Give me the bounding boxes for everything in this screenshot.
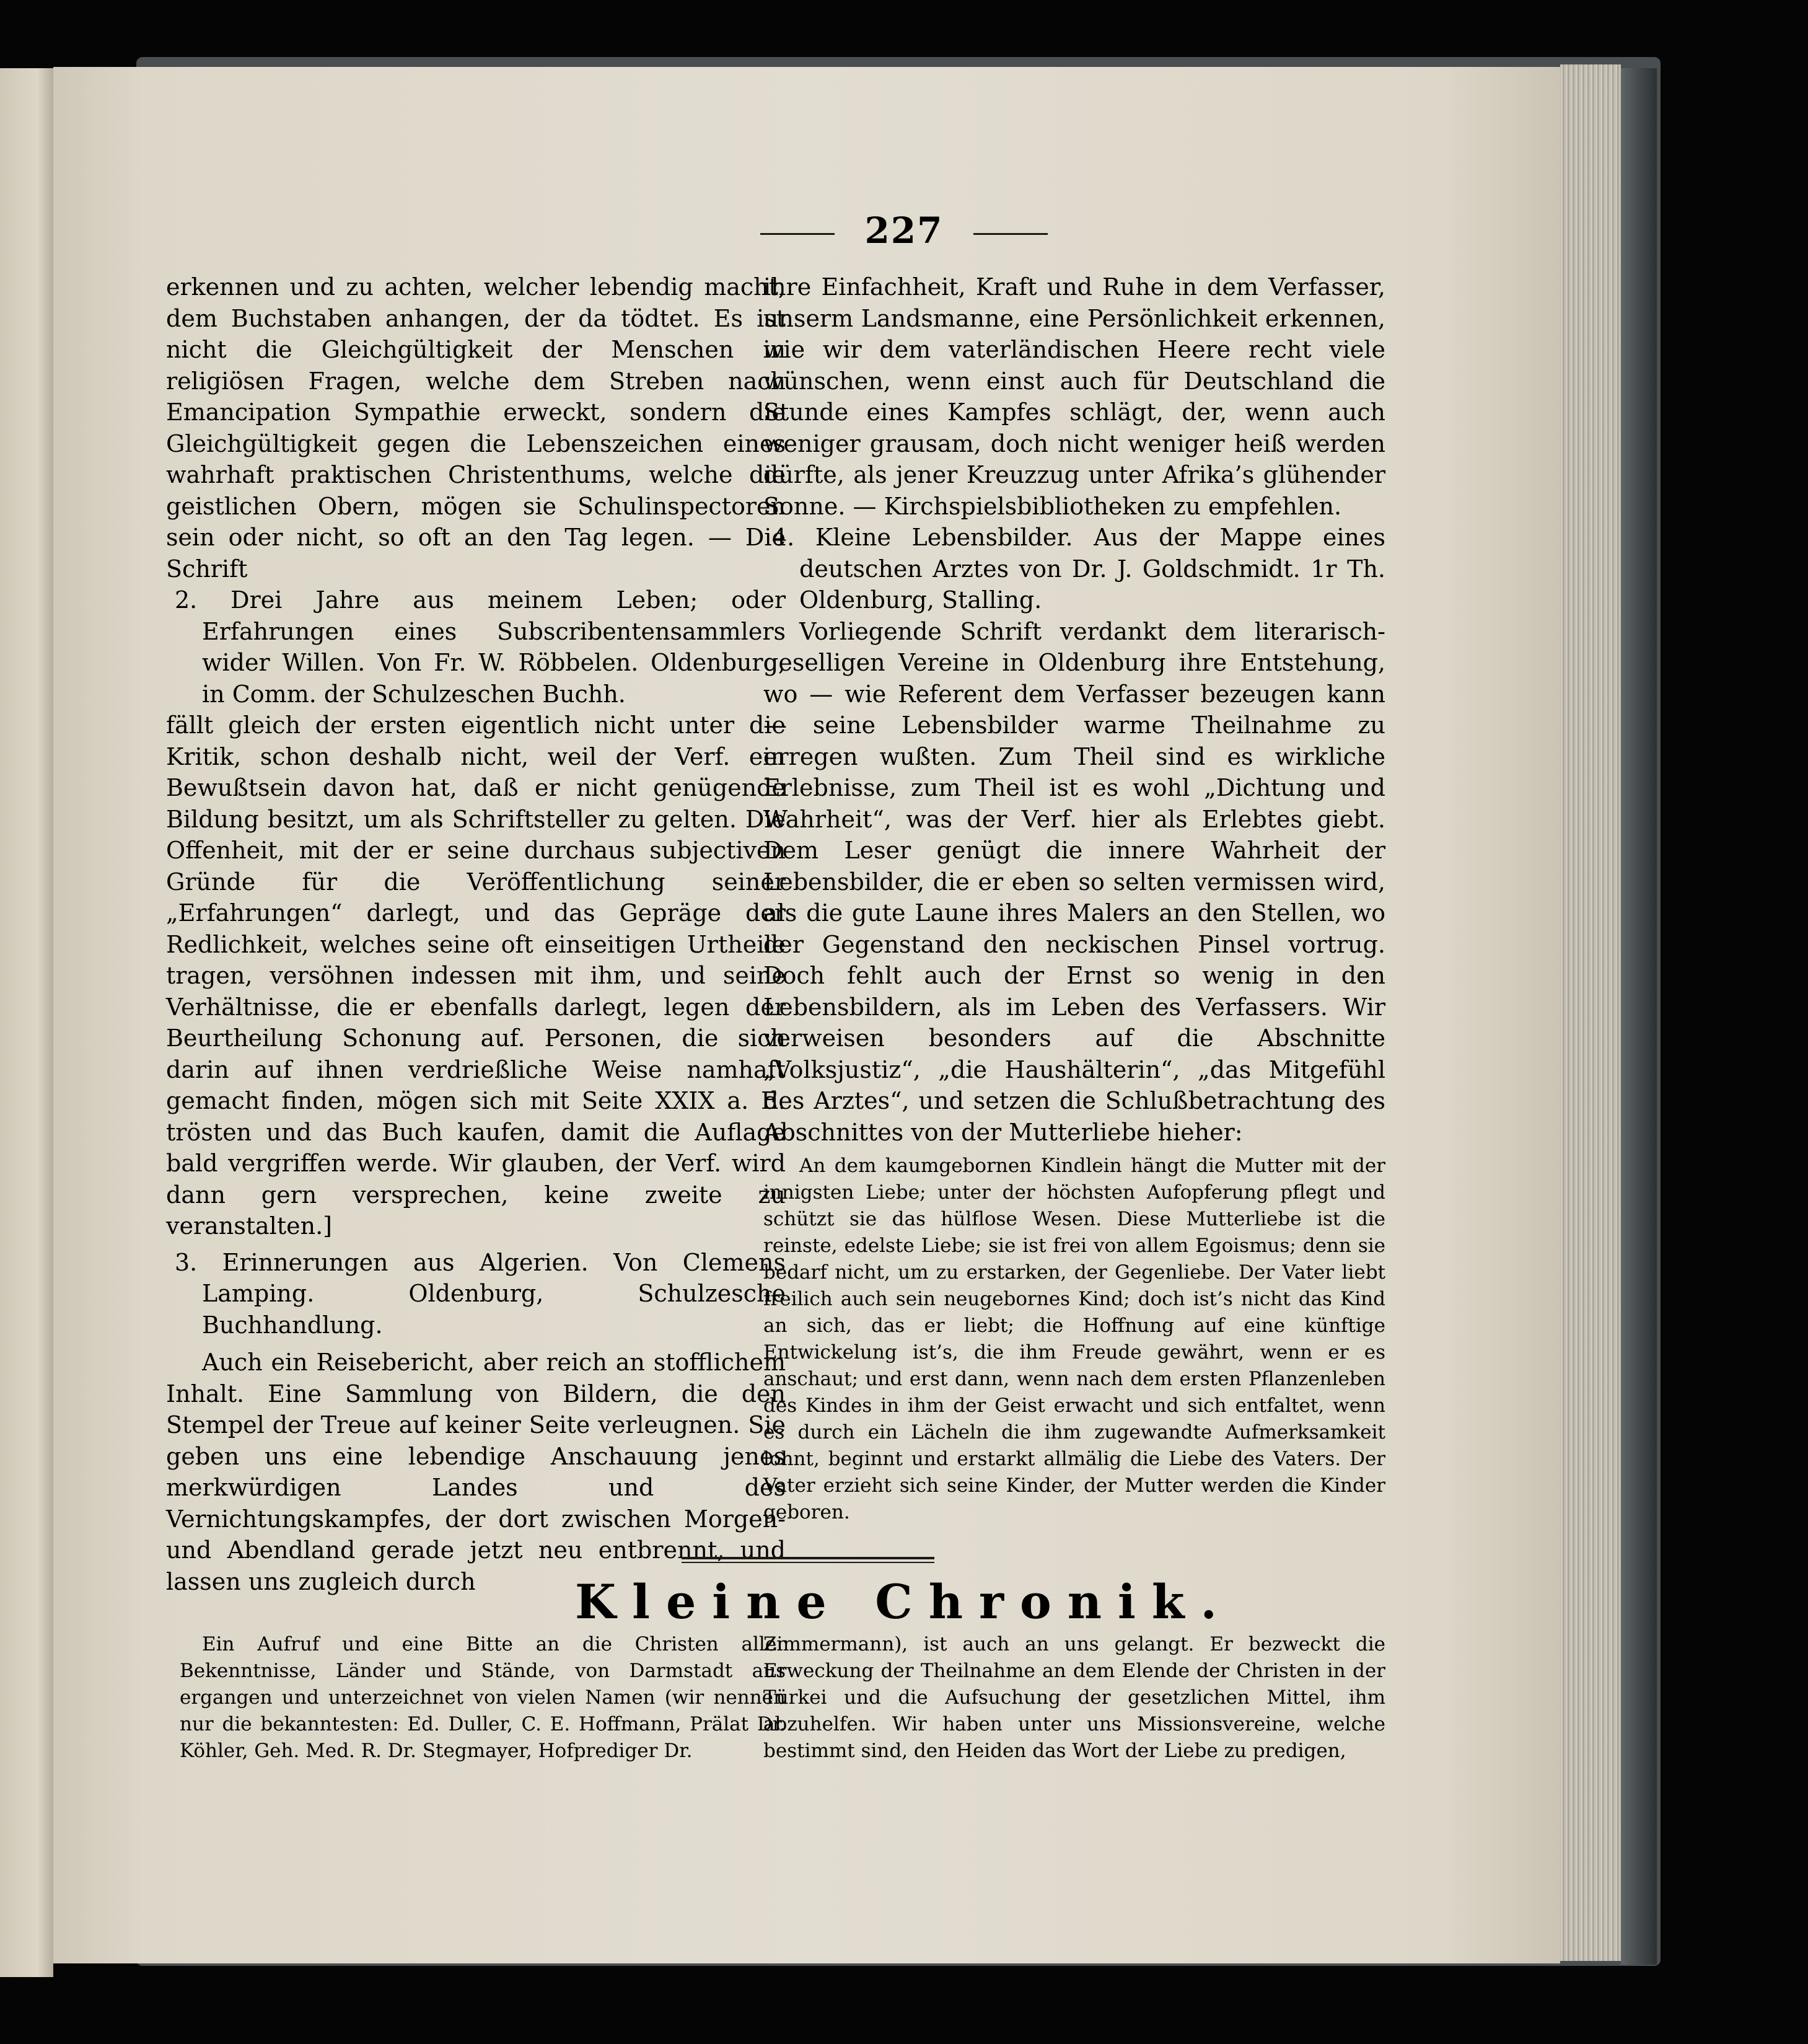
left-paragraph-3: Auch ein Reisebericht, aber reich an stofflichem Inhalt. Eine Sammlung von Bildern, die den Stempel der Treue auf keiner Seite verleugnen. Sie geben uns eine lebendige Anschauung jenes merkwürdigen Landes und des Vernichtungskampfes, der dort zwischen Morgen- und Abendland gerade jetzt neu entbrennt, und lassen uns zugleich durch: [166, 1349, 786, 1595]
review-item-4: 4. Kleine Lebensbilder. Aus der Mappe eines deutschen Arztes von Dr. J. Goldschmidt. 1r Th. Oldenburg, Stalling.: [772, 524, 1385, 614]
page-stack-edge: [1560, 64, 1621, 1961]
left-column: [166, 271, 786, 1597]
right-column: [763, 271, 1385, 1526]
chronicle-right-column: Zimmermann), ist auch an uns gelangt. Er bezweckt die Erweckung der Theilnahme an dem Elende der Christen in der Türkei und die Aufsuchung der gesetzlichen Mittel, ihm abzuhelfen. Wir haben unter uns Missionsvereine, welche bestimmt sind, den Heiden das Wort der Liebe zu predigen,: [763, 1633, 1385, 1762]
folio-rule-left: [760, 233, 835, 235]
review-item-3: 3. Erinnerungen aus Algerien. Von Clemens Lamping. Oldenburg, Schulzesche Buchhandlung.: [175, 1248, 786, 1339]
section-divider: [682, 1557, 934, 1563]
left-paragraph-2: fällt gleich der ersten eigentlich nicht unter die Kritik, schon deshalb nicht, weil der Verf. ein Bewußtsein davon hat, daß er nicht genügende Bildung besitzt, um als Schriftsteller zu gelten. Die Offenheit, mit der er seine durchaus subjectiven Gründe für die Veröffentlichung seiner „Erfahrungen“ darlegt, und das Gepräge der Redlichkeit, welches seine oft einseitigen Urtheile tragen, versöhnen indessen mit ihm, und seine Verhältnisse, die er ebenfalls darlegt, legen der Beurtheilung Schonung auf. Personen, die sich darin auf ihnen verdrießliche Weise namhaft gemacht finden, mögen sich mit Seite XXIX a. E. trösten und das Buch kaufen, damit die Auflage bald vergriffen werde. Wir glauben, der Verf. wird dann gern versprechen, keine zweite zu veranstalten.]: [166, 711, 786, 1240]
facing-page-edge: [0, 68, 53, 1977]
folio-rule-right: [973, 233, 1048, 235]
right-paragraph-2: Vorliegende Schrift verdankt dem literarisch-geselligen Vereine in Oldenburg ihre Entstehung, wo — wie Referent dem Verfasser bezeugen kann — seine Lebensbilder warme Theilnahme zu erregen wußten. Zum Theil sind es wirkliche Erlebnisse, zum Theil ist es wohl „Dichtung und Wahrheit“, was der Verf. hier als Erlebtes giebt. Dem Leser genügt die innere Wahrheit der Lebensbilder, die er eben so selten vermissen wird, als die gute Laune ihres Malers an den Stellen, wo der Gegenstand den neckischen Pinsel vortrug. Doch fehlt auch der Ernst so wenig in den Lebensbildern, als im Leben des Verfassers. Wir verweisen besonders auf die Abschnitte „Volksjustiz“, „die Haushälterin“, „das Mitgefühl des Arztes“, und setzen die Schlußbetrachtung des Abschnittes von der Mutterliebe hieher:: [763, 617, 1385, 1146]
quotation-block: An dem kaumgebornen Kindlein hängt die Mutter mit der innigsten Liebe; unter der höchsten Aufopferung pflegt und schützt sie das hülflose Wesen. Diese Mutterliebe ist die reinste, edelste Liebe; sie ist frei von allem Egoismus; denn sie bedarf nicht, um zu erstarken, der Gegenliebe. Der Vater liebt freilich auch sein neugebornes Kind; doch ist’s nicht das Kind an sich, das er liebt; die Hoffnung auf eine künftige Entwickelung ist’s, die ihm Freude gewährt, wenn er es anschaut; und erst dann, wenn nach dem ersten Pflanzenleben des Kindes in ihm der Geist erwacht und sich entfaltet, wenn es durch ein Lächeln die ihm zugewandte Aufmerksamkeit lohnt, beginnt und erstarkt allmälig die Liebe des Vaters. Der Vater erzieht sich seine Kinder, der Mutter werden die Kinder geboren.: [763, 1155, 1385, 1523]
left-paragraph-1: erkennen und zu achten, welcher lebendig macht, dem Buchstaben anhangen, der da tödtet. Es ist nicht die Gleichgültigkeit der Menschen in religiösen Fragen, welche dem Streben nach Emancipation Sympathie erweckt, sondern die Gleichgültigkeit gegen die Lebenszeichen eines wahrhaft praktischen Christenthums, welche die geistlichen Obern, mögen sie Schulinspectoren sein oder nicht, so oft an den Tag legen. — Die Schrift: [166, 273, 786, 583]
page-number: [0, 209, 1808, 252]
page-number-text: 227: [864, 209, 944, 252]
review-item-2: 2. Drei Jahre aus meinem Leben; oder Erfahrungen eines Subscribentensammlers wider Willen. Von Fr. W. Röbbelen. Oldenburg, in Comm. der Schulzeschen Buchh.: [175, 586, 786, 708]
right-paragraph-1: ihre Einfachheit, Kraft und Ruhe in dem Verfasser, unserm Landsmanne, eine Persönlichkeit erkennen, wie wir dem vaterländischen Heere recht viele wünschen, wenn einst auch für Deutschland die Stunde eines Kampfes schlägt, der, wenn auch weniger grausam, doch nicht weniger heiß werden dürfte, als jener Kreuzzug unter Afrika’s glühender Sonne. — Kirchspielsbibliotheken zu empfehlen.: [763, 273, 1385, 520]
chronicle-left-column: Ein Aufruf und eine Bitte an die Christen aller Bekenntnisse, Länder und Stände, von Darmstadt aus ergangen und unterzeichnet von vielen Namen (wir nennen nur die bekanntesten: Ed. Duller, C. E. Hoffmann, Prälat Dr. Köhler, Geh. Med. R. Dr. Stegmayer, Hofprediger Dr.: [180, 1633, 786, 1762]
section-title: Kleine Chronik.: [575, 1574, 1233, 1629]
cover-edge: [1621, 68, 1657, 1965]
